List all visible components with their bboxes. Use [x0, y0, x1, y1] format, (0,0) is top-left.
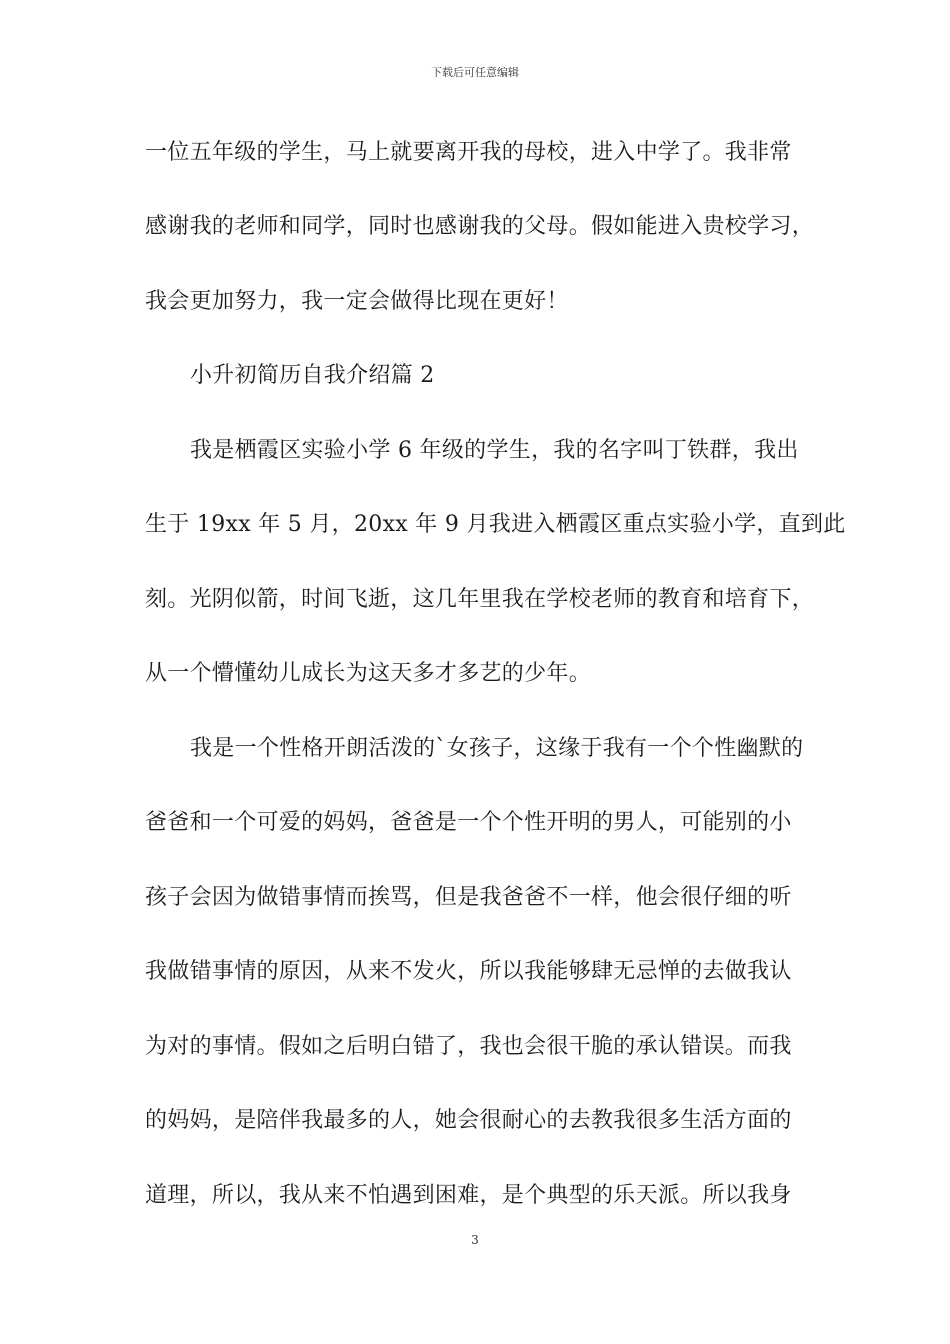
section-heading: 小升初简历自我介绍篇 2 [190, 363, 435, 388]
body-line-3: 我会更加努力，我一定会做得比现在更好！ [145, 289, 569, 314]
body-line-7: 刻。光阴似箭，时间飞逝，这几年里我在学校老师的教育和培育下， [145, 587, 815, 612]
body-line-13: 为对的事情。假如之后明白错了，我也会很干脆的承认错误。而我 [145, 1034, 792, 1059]
body-line-15: 道理，所以，我从来不怕遇到困难，是个典型的乐天派。所以我身 [145, 1183, 792, 1208]
body-line-10: 爸爸和一个可爱的妈妈，爸爸是一个个性开明的男人，可能别的小 [145, 810, 792, 835]
body-line-2: 感谢我的老师和同学，同时也感谢我的父母。假如能进入贵校学习， [145, 214, 815, 239]
body-line-8: 从一个懵懂幼儿成长为这天多才多艺的少年。 [145, 661, 592, 686]
body-line-11: 孩子会因为做错事情而挨骂，但是我爸爸不一样，他会很仔细的听 [145, 885, 792, 910]
body-line-5: 我是栖霞区实验小学 6 年级的学生，我的名字叫丁铁群，我出 [190, 438, 799, 463]
body-line-9: 我是一个性格开朗活泼的`女孩子，这缘于我有一个个性幽默的 [190, 736, 804, 761]
page-header-note: 下载后可任意编辑 [431, 66, 519, 79]
page-number: 3 [471, 1233, 479, 1247]
body-line-1: 一位五年级的学生，马上就要离开我的母校，进入中学了。我非常 [145, 140, 792, 165]
body-line-6: 生于 19xx 年 5 月，20xx 年 9 月我进入栖霞区重点实验小学，直到此 [145, 512, 846, 537]
body-line-12: 我做错事情的原因，从来不发火，所以我能够肆无忌惮的去做我认 [145, 959, 792, 984]
body-line-14: 的妈妈，是陪伴我最多的人，她会很耐心的去教我很多生活方面的 [145, 1108, 792, 1133]
